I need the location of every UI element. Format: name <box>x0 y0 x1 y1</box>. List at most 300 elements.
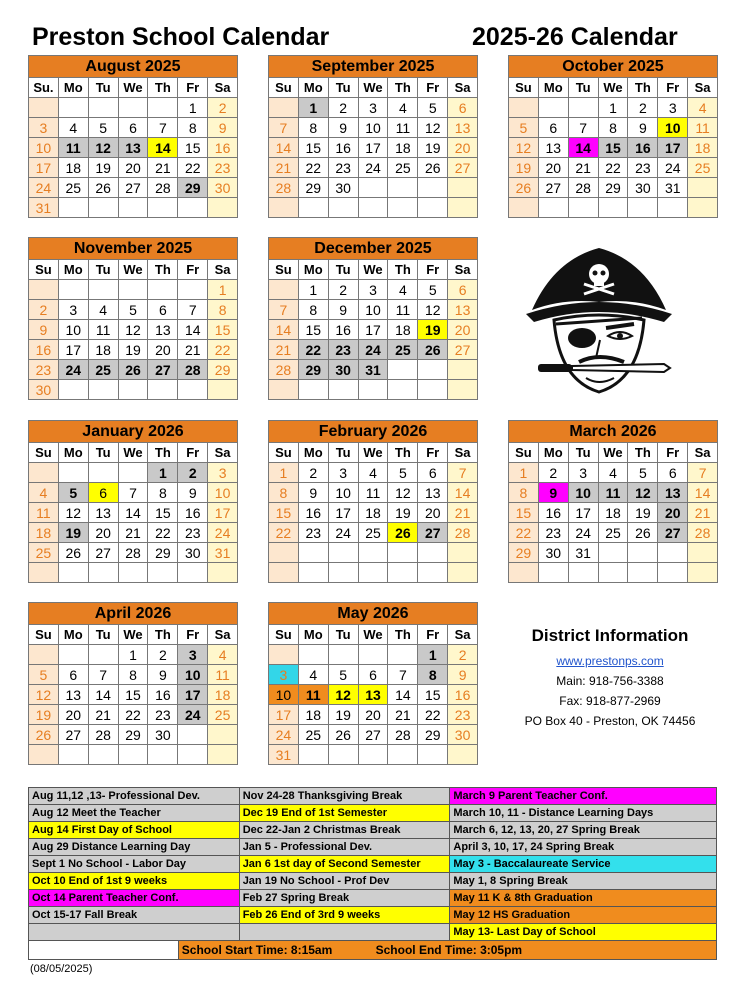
month-title: April 2026 <box>29 603 238 625</box>
legend-entry: Dec 22-Jan 2 Christmas Break <box>240 822 451 839</box>
school-times-bar <box>29 941 717 960</box>
day-cell: 31 <box>658 178 688 198</box>
weekday-label: Fr <box>178 260 208 280</box>
day-cell: 22 <box>418 705 448 725</box>
day-cell: 22 <box>599 158 629 178</box>
day-cell: 14 <box>178 320 208 340</box>
week-row <box>269 665 478 685</box>
weekday-header-row <box>269 260 478 280</box>
weekday-label: Fr <box>418 78 448 98</box>
event-legend-table <box>28 787 717 960</box>
day-cell: 14 <box>388 685 418 705</box>
day-cell: 7 <box>269 300 299 320</box>
day-cell: 17 <box>178 685 208 705</box>
day-cell: 12 <box>89 138 119 158</box>
district-info <box>500 625 720 731</box>
day-cell: 15 <box>299 320 329 340</box>
empty-day-cell <box>599 563 629 583</box>
day-cell: 18 <box>59 158 89 178</box>
day-cell: 16 <box>148 685 178 705</box>
empty-day-cell <box>388 645 418 665</box>
day-cell: 10 <box>208 483 238 503</box>
district-website-link[interactable]: www.prestonps.com <box>556 654 664 668</box>
empty-day-cell <box>388 563 418 583</box>
day-cell: 1 <box>299 98 329 118</box>
empty-day-cell <box>269 198 299 218</box>
day-cell: 6 <box>359 665 389 685</box>
weekday-label: Tu <box>89 260 119 280</box>
empty-day-cell <box>299 380 329 400</box>
day-cell: 17 <box>29 158 59 178</box>
weekday-label: Sa <box>448 625 478 645</box>
weekday-header-row <box>509 78 718 98</box>
empty-day-cell <box>178 745 208 765</box>
empty-day-cell <box>359 745 389 765</box>
day-cell: 25 <box>208 705 238 725</box>
empty-day-cell <box>59 563 89 583</box>
day-cell: 11 <box>388 118 418 138</box>
day-cell: 26 <box>509 178 539 198</box>
day-cell: 4 <box>299 665 329 685</box>
weekday-label: Mo <box>59 78 89 98</box>
week-row <box>269 178 478 198</box>
page-title: Preston School Calendar <box>32 23 330 51</box>
weekday-label: Su <box>29 625 59 645</box>
day-cell: 10 <box>658 118 688 138</box>
legend-entry: Dec 19 End of 1st Semester <box>240 805 451 822</box>
day-cell: 18 <box>688 138 718 158</box>
day-cell: 12 <box>418 300 448 320</box>
day-cell: 11 <box>599 483 629 503</box>
day-cell: 5 <box>388 463 418 483</box>
empty-day-cell <box>299 543 329 563</box>
weekday-label: Su <box>269 260 299 280</box>
empty-day-cell <box>178 380 208 400</box>
empty-day-cell <box>418 745 448 765</box>
week-row <box>29 158 238 178</box>
day-cell: 13 <box>148 320 178 340</box>
legend-entry: Nov 24-28 Thanksgiving Break <box>240 788 451 805</box>
day-cell: 21 <box>688 503 718 523</box>
day-cell: 9 <box>208 118 238 138</box>
day-cell: 15 <box>208 320 238 340</box>
weekday-label: Fr <box>418 443 448 463</box>
day-cell: 30 <box>208 178 238 198</box>
day-cell: 6 <box>148 300 178 320</box>
day-cell: 9 <box>448 665 478 685</box>
day-cell: 17 <box>658 138 688 158</box>
empty-day-cell <box>448 198 478 218</box>
weekday-label: Tu <box>329 78 359 98</box>
empty-day-cell <box>509 563 539 583</box>
day-cell: 24 <box>269 725 299 745</box>
empty-day-cell <box>89 98 119 118</box>
month-calendar <box>28 420 238 583</box>
day-cell: 5 <box>418 280 448 300</box>
legend-entry: April 3, 10, 17, 24 Spring Break <box>450 839 717 856</box>
empty-day-cell <box>59 745 89 765</box>
week-row <box>269 745 478 765</box>
legend-entry: Sept 1 No School - Labor Day <box>29 856 240 873</box>
day-cell: 18 <box>208 685 238 705</box>
day-cell: 20 <box>658 503 688 523</box>
day-cell: 19 <box>388 503 418 523</box>
day-cell: 13 <box>448 300 478 320</box>
weekday-label: Tu <box>569 78 599 98</box>
day-cell: 26 <box>329 725 359 745</box>
day-cell: 13 <box>418 483 448 503</box>
empty-day-cell <box>418 543 448 563</box>
empty-day-cell <box>388 178 418 198</box>
empty-day-cell <box>509 198 539 218</box>
week-row <box>29 198 238 218</box>
empty-day-cell <box>178 563 208 583</box>
day-cell: 8 <box>269 483 299 503</box>
empty-day-cell <box>688 198 718 218</box>
weekday-label: Su <box>269 78 299 98</box>
day-cell: 4 <box>388 280 418 300</box>
empty-day-cell <box>448 360 478 380</box>
empty-day-cell <box>208 745 238 765</box>
day-cell: 16 <box>539 503 569 523</box>
day-cell: 30 <box>329 178 359 198</box>
day-cell: 17 <box>359 320 389 340</box>
day-cell: 28 <box>119 543 149 563</box>
empty-day-cell <box>59 463 89 483</box>
day-cell: 10 <box>178 665 208 685</box>
day-cell: 14 <box>688 483 718 503</box>
empty-day-cell <box>448 563 478 583</box>
day-cell: 30 <box>539 543 569 563</box>
day-cell: 8 <box>299 118 329 138</box>
legend-row <box>29 907 717 924</box>
month-title: August 2025 <box>29 56 238 78</box>
day-cell: 6 <box>418 463 448 483</box>
weekday-label: Th <box>388 443 418 463</box>
day-cell: 23 <box>208 158 238 178</box>
legend-entry <box>29 924 240 941</box>
empty-day-cell <box>119 463 149 483</box>
week-row <box>509 463 718 483</box>
day-cell: 21 <box>148 158 178 178</box>
day-cell: 13 <box>89 503 119 523</box>
day-cell: 10 <box>359 118 389 138</box>
day-cell: 15 <box>269 503 299 523</box>
day-cell: 22 <box>148 523 178 543</box>
legend-entry: Oct 10 End of 1st 9 weeks <box>29 873 240 890</box>
weekday-label: Mo <box>539 78 569 98</box>
week-row <box>269 138 478 158</box>
empty-day-cell <box>539 98 569 118</box>
weekday-label: Sa <box>448 260 478 280</box>
day-cell: 14 <box>148 138 178 158</box>
empty-day-cell <box>29 563 59 583</box>
day-cell: 26 <box>418 158 448 178</box>
weekday-label: Mo <box>539 443 569 463</box>
week-row <box>269 523 478 543</box>
legend-entry: Jan 19 No School - Prof Dev <box>240 873 451 890</box>
day-cell: 28 <box>269 360 299 380</box>
empty-day-cell <box>269 543 299 563</box>
empty-day-cell <box>148 745 178 765</box>
day-cell: 5 <box>29 665 59 685</box>
weekday-label: We <box>119 443 149 463</box>
day-cell: 6 <box>448 98 478 118</box>
day-cell: 6 <box>59 665 89 685</box>
empty-day-cell <box>119 280 149 300</box>
legend-row <box>29 822 717 839</box>
empty-day-cell <box>29 463 59 483</box>
weekday-label: Fr <box>418 625 448 645</box>
legend-entry: Feb 26 End of 3rd 9 weeks <box>240 907 451 924</box>
empty-day-cell <box>148 380 178 400</box>
weekday-label: Th <box>388 78 418 98</box>
empty-day-cell <box>29 745 59 765</box>
weekday-header-row <box>29 78 238 98</box>
day-cell: 15 <box>119 685 149 705</box>
weekday-label: Su <box>29 260 59 280</box>
legend-entry: May 3 - Baccalaureate Service <box>450 856 717 873</box>
week-row <box>269 98 478 118</box>
week-row <box>29 118 238 138</box>
empty-day-cell <box>89 280 119 300</box>
day-cell: 27 <box>119 178 149 198</box>
empty-day-cell <box>418 380 448 400</box>
empty-day-cell <box>569 563 599 583</box>
day-cell: 25 <box>59 178 89 198</box>
empty-day-cell <box>208 198 238 218</box>
legend-entry <box>240 924 451 941</box>
day-cell: 21 <box>448 503 478 523</box>
weekday-header-row <box>29 443 238 463</box>
day-cell: 15 <box>178 138 208 158</box>
school-times <box>179 941 717 960</box>
weekday-label: Mo <box>59 260 89 280</box>
day-cell: 2 <box>329 280 359 300</box>
weekday-label: Su <box>509 443 539 463</box>
day-cell: 28 <box>569 178 599 198</box>
weekday-label: Fr <box>658 78 688 98</box>
legend-entry: Aug 29 Distance Learning Day <box>29 839 240 856</box>
day-cell: 21 <box>269 340 299 360</box>
day-cell: 4 <box>208 645 238 665</box>
day-cell: 30 <box>178 543 208 563</box>
day-cell: 25 <box>359 523 389 543</box>
day-cell: 25 <box>599 523 629 543</box>
day-cell: 26 <box>628 523 658 543</box>
week-row <box>269 118 478 138</box>
day-cell: 13 <box>448 118 478 138</box>
weekday-label: Mo <box>59 625 89 645</box>
empty-day-cell <box>628 198 658 218</box>
day-cell: 10 <box>359 300 389 320</box>
weekday-label: Th <box>388 260 418 280</box>
day-cell: 20 <box>448 320 478 340</box>
day-cell: 27 <box>359 725 389 745</box>
day-cell: 13 <box>539 138 569 158</box>
empty-day-cell <box>29 645 59 665</box>
day-cell: 8 <box>148 483 178 503</box>
day-cell: 25 <box>299 725 329 745</box>
weekday-header-row <box>29 260 238 280</box>
day-cell: 17 <box>569 503 599 523</box>
district-title: District Information <box>531 626 689 645</box>
day-cell: 24 <box>208 523 238 543</box>
empty-day-cell <box>208 380 238 400</box>
empty-day-cell <box>388 543 418 563</box>
day-cell: 23 <box>448 705 478 725</box>
empty-day-cell <box>89 645 119 665</box>
day-cell: 17 <box>269 705 299 725</box>
day-cell: 20 <box>59 705 89 725</box>
legend-entry: March 10, 11 - Distance Learning Days <box>450 805 717 822</box>
day-cell: 18 <box>29 523 59 543</box>
day-cell: 23 <box>628 158 658 178</box>
day-cell: 27 <box>89 543 119 563</box>
weekday-label: Su. <box>29 78 59 98</box>
day-cell: 24 <box>359 340 389 360</box>
day-cell: 8 <box>418 665 448 685</box>
day-cell: 16 <box>448 685 478 705</box>
day-cell: 23 <box>329 340 359 360</box>
weekday-label: Sa <box>208 78 238 98</box>
day-cell: 1 <box>148 463 178 483</box>
day-cell: 4 <box>59 118 89 138</box>
day-cell: 6 <box>448 280 478 300</box>
empty-day-cell <box>388 198 418 218</box>
weekday-label: Su <box>29 443 59 463</box>
day-cell: 19 <box>509 158 539 178</box>
day-cell: 23 <box>299 523 329 543</box>
week-row <box>29 523 238 543</box>
weekday-label: Mo <box>299 78 329 98</box>
day-cell: 25 <box>388 158 418 178</box>
day-cell: 8 <box>509 483 539 503</box>
day-cell: 5 <box>418 98 448 118</box>
day-cell: 18 <box>89 340 119 360</box>
week-row <box>29 503 238 523</box>
day-cell: 29 <box>208 360 238 380</box>
empty-day-cell <box>299 198 329 218</box>
weekday-label: Sa <box>688 443 718 463</box>
day-cell: 11 <box>359 483 389 503</box>
weekday-label: Th <box>148 260 178 280</box>
legend-row <box>29 924 717 941</box>
day-cell: 3 <box>329 463 359 483</box>
empty-day-cell <box>418 563 448 583</box>
school-end-time: School End Time: 3:05pm <box>375 943 523 957</box>
empty-day-cell <box>688 543 718 563</box>
day-cell: 26 <box>89 178 119 198</box>
empty-day-cell <box>418 178 448 198</box>
day-cell: 3 <box>269 665 299 685</box>
month-calendar <box>268 420 478 583</box>
day-cell: 25 <box>688 158 718 178</box>
legend-entry: March 9 Parent Teacher Conf. <box>450 788 717 805</box>
empty-day-cell <box>89 463 119 483</box>
week-row <box>29 280 238 300</box>
empty-day-cell <box>59 380 89 400</box>
day-cell: 9 <box>178 483 208 503</box>
month-calendar <box>28 237 238 400</box>
day-cell: 9 <box>329 300 359 320</box>
empty-day-cell <box>269 98 299 118</box>
weekday-header-row <box>509 443 718 463</box>
legend-row <box>29 890 717 907</box>
empty-day-cell <box>148 563 178 583</box>
week-row <box>29 360 238 380</box>
day-cell: 21 <box>569 158 599 178</box>
weekday-label: Tu <box>89 625 119 645</box>
week-row <box>29 340 238 360</box>
day-cell: 4 <box>359 463 389 483</box>
day-cell: 11 <box>299 685 329 705</box>
day-cell: 14 <box>89 685 119 705</box>
weekday-header-row <box>269 625 478 645</box>
day-cell: 15 <box>299 138 329 158</box>
times-bar-spacer <box>29 941 179 960</box>
day-cell: 9 <box>299 483 329 503</box>
day-cell: 29 <box>119 725 149 745</box>
day-cell: 27 <box>148 360 178 380</box>
weekday-header-row <box>269 78 478 98</box>
empty-day-cell <box>148 198 178 218</box>
day-cell: 10 <box>329 483 359 503</box>
day-cell: 18 <box>388 320 418 340</box>
day-cell: 11 <box>208 665 238 685</box>
day-cell: 11 <box>59 138 89 158</box>
day-cell: 7 <box>148 118 178 138</box>
empty-day-cell <box>599 543 629 563</box>
day-cell: 19 <box>329 705 359 725</box>
day-cell: 15 <box>599 138 629 158</box>
week-row <box>29 645 238 665</box>
day-cell: 8 <box>178 118 208 138</box>
weekday-label: Sa <box>448 443 478 463</box>
day-cell: 22 <box>208 340 238 360</box>
weekday-label: Mo <box>299 625 329 645</box>
day-cell: 28 <box>89 725 119 745</box>
day-cell: 16 <box>329 138 359 158</box>
month-title: September 2025 <box>269 56 478 78</box>
district-fax: Fax: 918-877-2969 <box>559 694 661 708</box>
day-cell: 17 <box>359 138 389 158</box>
day-cell: 3 <box>359 280 389 300</box>
day-cell: 21 <box>89 705 119 725</box>
revision-date: (08/05/2025) <box>30 963 93 975</box>
month-title: December 2025 <box>269 238 478 260</box>
weekday-label: Tu <box>569 443 599 463</box>
weekday-label: Th <box>148 443 178 463</box>
month-calendar <box>28 55 238 218</box>
empty-day-cell <box>208 725 238 745</box>
day-cell: 10 <box>569 483 599 503</box>
day-cell: 24 <box>329 523 359 543</box>
empty-day-cell <box>89 198 119 218</box>
empty-day-cell <box>329 543 359 563</box>
week-row <box>269 645 478 665</box>
week-row <box>29 745 238 765</box>
day-cell: 8 <box>299 300 329 320</box>
day-cell: 15 <box>148 503 178 523</box>
week-row <box>29 543 238 563</box>
day-cell: 5 <box>119 300 149 320</box>
day-cell: 19 <box>119 340 149 360</box>
week-row <box>269 300 478 320</box>
weekday-label: Th <box>148 625 178 645</box>
day-cell: 9 <box>329 118 359 138</box>
week-row <box>509 158 718 178</box>
